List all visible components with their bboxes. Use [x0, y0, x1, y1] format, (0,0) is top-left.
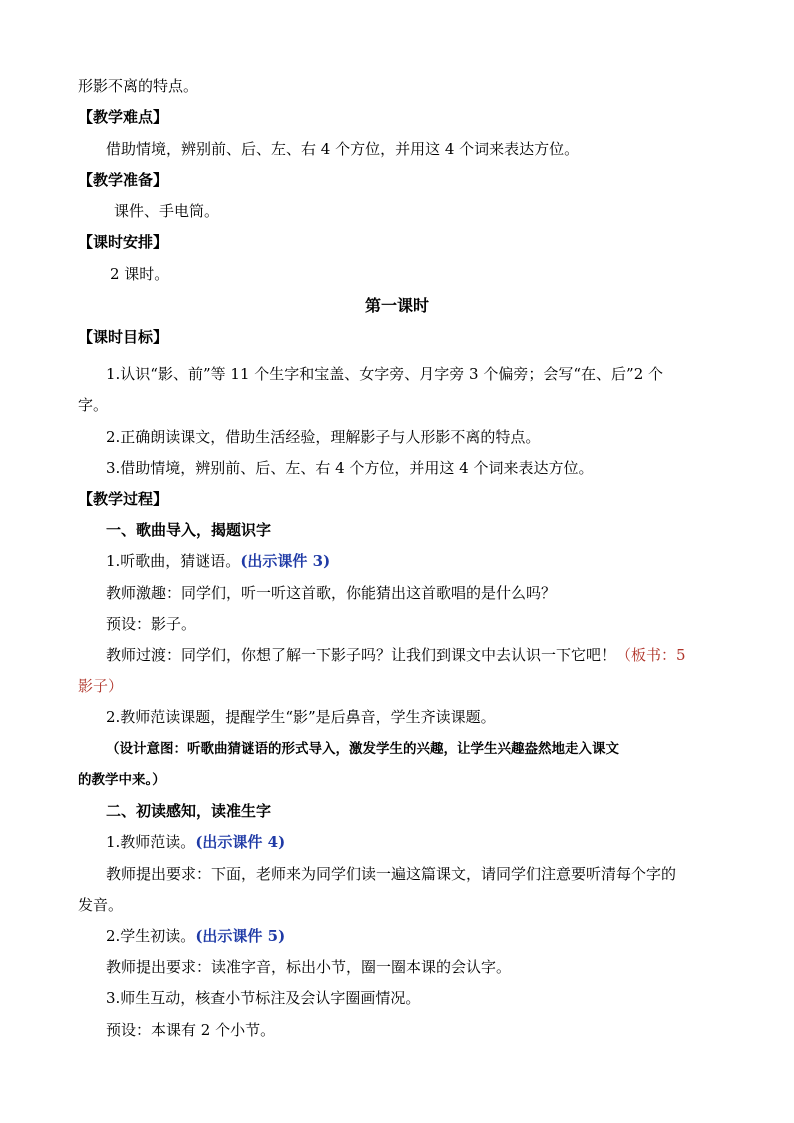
subsection-heading: 二、初读感知，读准生字 [106, 802, 272, 820]
text-line: 教师激趣：同学们，听一听这首歌，你能猜出这首歌唱的是什么吗？ [106, 584, 557, 602]
subsection-heading: 一、歌曲导入，揭题识字 [106, 521, 272, 539]
board-note: （板书：5 [616, 646, 686, 664]
text-line: 2 课时。 [110, 265, 170, 283]
text-line: 教师提出要求：下面，老师来为同学们读一遍这篇课文，请同学们注意要听清每个字的 [106, 865, 677, 883]
text-segment: 教师过渡：同学们，你想了解一下影子吗？让我们到课文中去认识一下它吧！ [106, 646, 617, 664]
text-line [106, 645, 686, 665]
text-line: 形影不离的特点。 [78, 77, 199, 95]
heading-teaching-process: 【教学过程】 [78, 490, 169, 508]
design-intent-note: （设计意图：听歌曲猜谜语的形式导入，激发学生的兴趣，让学生兴趣盎然地走入课文 [106, 741, 619, 757]
heading-schedule: 【课时安排】 [78, 233, 169, 251]
courseware-note: (出示课件 3) [240, 552, 331, 570]
text-line: 1.认识“影、前”等 11 个生字和宝盖、女字旁、月字旁 3 个偏旁；会写“在、后”2 个 [106, 365, 664, 383]
text-line: 借助情境，辨别前、后、左、右 4 个方位，并用这 4 个词来表达方位。 [106, 140, 580, 158]
text-line: 字。 [78, 396, 109, 414]
text-line: 预设：本课有 2 个小节。 [106, 1021, 276, 1039]
text-segment: 1.听歌曲，猜谜语。 [106, 552, 241, 570]
design-intent-note: 的教学中来。） [78, 772, 166, 788]
text-segment: 2.学生初读。 [106, 927, 196, 945]
text-line [106, 832, 285, 852]
text-line: 2.正确朗读课文，借助生活经验，理解影子与人形影不离的特点。 [106, 428, 541, 446]
text-line: 预设：影子。 [106, 615, 197, 633]
heading-teaching-prep: 【教学准备】 [78, 171, 169, 189]
section-title: 第一课时 [364, 296, 429, 315]
heading-lesson-goals: 【课时目标】 [78, 328, 169, 346]
text-line: 3.借助情境，辨别前、后、左、右 4 个方位，并用这 4 个词来表达方位。 [106, 459, 594, 477]
text-line: 课件、手电筒。 [114, 202, 220, 220]
board-note: 影子） [78, 677, 124, 695]
text-line: 教师提出要求：读准字音，标出小节，圈一圈本课的会认字。 [106, 958, 512, 976]
heading-teaching-difficulty: 【教学难点】 [78, 108, 169, 126]
courseware-note: (出示课件 5) [195, 927, 286, 945]
text-line [106, 926, 285, 946]
text-line [106, 551, 330, 571]
text-line: 发音。 [78, 896, 124, 914]
text-line: 3.师生互动，核查小节标注及会认字圈画情况。 [106, 989, 421, 1007]
text-line: 2.教师范读课题，提醒学生“影”是后鼻音，学生齐读课题。 [106, 708, 496, 726]
courseware-note: (出示课件 4) [195, 833, 286, 851]
text-segment: 1.教师范读。 [106, 833, 196, 851]
